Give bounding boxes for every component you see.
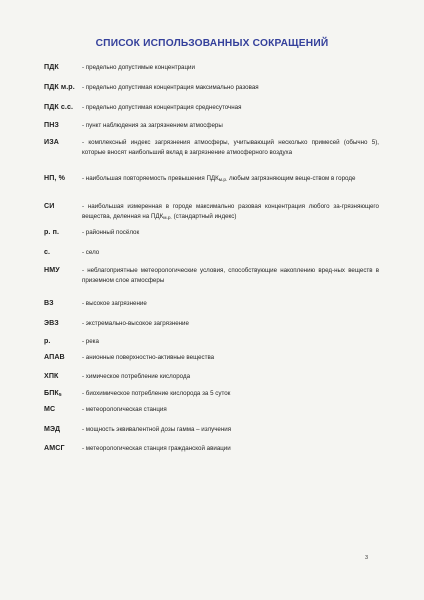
definition: - предельно допустимая концентрация максимально разовая: [82, 84, 259, 91]
abbreviation-entry: [44, 319, 379, 329]
abbreviation: ПДК: [44, 63, 59, 71]
abbreviation-entry: [44, 353, 379, 363]
abbreviation-entry: [44, 444, 379, 454]
abbreviation: СИ: [44, 202, 55, 210]
definition-subscript: м.р.: [163, 215, 172, 221]
definition: - река: [82, 338, 99, 345]
definition: - районный посёлок: [82, 229, 140, 236]
abbreviation: НМУ: [44, 266, 60, 274]
abbreviation-entry: [44, 405, 379, 415]
abbreviation: АМСГ: [44, 444, 65, 452]
definition-text: любым загрязняющим веще-ством в городе: [227, 175, 356, 182]
abbreviation-entry: [44, 63, 379, 73]
definition: - метеорологическая станция гражданской авиации: [82, 445, 231, 452]
abbreviation: ВЗ: [44, 299, 54, 307]
abbreviation-entry: [44, 372, 379, 382]
abbreviation: р.: [44, 337, 51, 345]
abbreviation-entry: [44, 425, 379, 435]
definition-text: - наибольшая повторяемость превышения ПДК: [82, 175, 219, 182]
abbreviation-entry: [44, 266, 379, 285]
definition: - экстремально-высокое загрязнение: [82, 320, 189, 327]
abbreviation-entry: [44, 299, 379, 309]
abbreviation: ИЗА: [44, 138, 59, 146]
definition-subscript: м.р.: [218, 178, 228, 183]
abbreviation-entry: [44, 103, 379, 113]
definition: - мощность эквивалентной дозы гамма – излучения: [82, 426, 232, 433]
definition: - пункт наблюдения за загрязнением атмосферы: [82, 122, 223, 129]
abbreviation-entry: [44, 174, 379, 184]
definition: - комплексный индекс загрязнения атмосферы, учитывающий несколько примесей (обычно 5), которые вносят наибольший вклад в загрязнение атмосферного воздуха: [82, 139, 379, 156]
abbreviation-entry: [44, 83, 379, 93]
abbreviation: МС: [44, 405, 56, 413]
abbreviation: ЭВЗ: [44, 319, 59, 327]
definition-text: (стандартный индекс): [171, 212, 237, 220]
abbreviation-entry: [44, 389, 379, 399]
abbreviation: ПДК м.р.: [44, 83, 75, 91]
abbreviation: АПАВ: [44, 353, 65, 361]
abbreviation-entry: [44, 202, 379, 222]
abbreviation-subscript: 5: [58, 393, 62, 398]
definition: - предельно допустимая концентрация среднесуточная: [82, 104, 242, 111]
definition-text: - наибольшая измеренная в городе максимально разовая концентрация любого за-грязняющего вещества, деленная на ПДК: [82, 203, 379, 220]
abbreviation-entry: [44, 121, 379, 131]
definition: [82, 174, 379, 184]
abbreviation-entry: [44, 138, 379, 157]
page-number: 3: [364, 555, 368, 561]
definition: - предельно допустимые концентрации: [82, 64, 195, 71]
abbreviation-entry: [44, 228, 379, 238]
definition: [82, 202, 379, 222]
abbreviation-text: БПК: [44, 389, 59, 397]
abbreviation: ПДК с.с.: [44, 103, 74, 111]
definition: - неблагоприятные метеорологические условия, способствующие накоплению вред-ных веществ в приземном слое атмосферы: [82, 267, 379, 284]
abbreviation-entry: [44, 248, 379, 258]
definition: - химическое потребление кислорода: [82, 373, 191, 380]
definition: - высокое загрязнение: [82, 300, 147, 307]
abbreviation: р. п.: [44, 228, 60, 236]
abbreviation: с.: [44, 248, 51, 256]
page-title: СПИСОК ИСПОЛЬЗОВАННЫХ СОКРАЩЕНИЙ: [95, 38, 329, 49]
definition: - метеорологическая станция: [82, 406, 167, 413]
abbreviation: НП, %: [44, 174, 65, 182]
definition: - биохимическое потребление кислорода за 5 суток: [82, 390, 231, 397]
abbreviation-entry: [44, 337, 379, 347]
abbreviation: ХПК: [44, 372, 59, 380]
definition: - анионные поверхностно-активные вещества: [82, 354, 215, 361]
abbreviation: МЭД: [44, 425, 61, 433]
definition: - село: [82, 249, 100, 256]
abbreviation: [44, 389, 82, 399]
abbreviation: ПНЗ: [44, 121, 59, 129]
